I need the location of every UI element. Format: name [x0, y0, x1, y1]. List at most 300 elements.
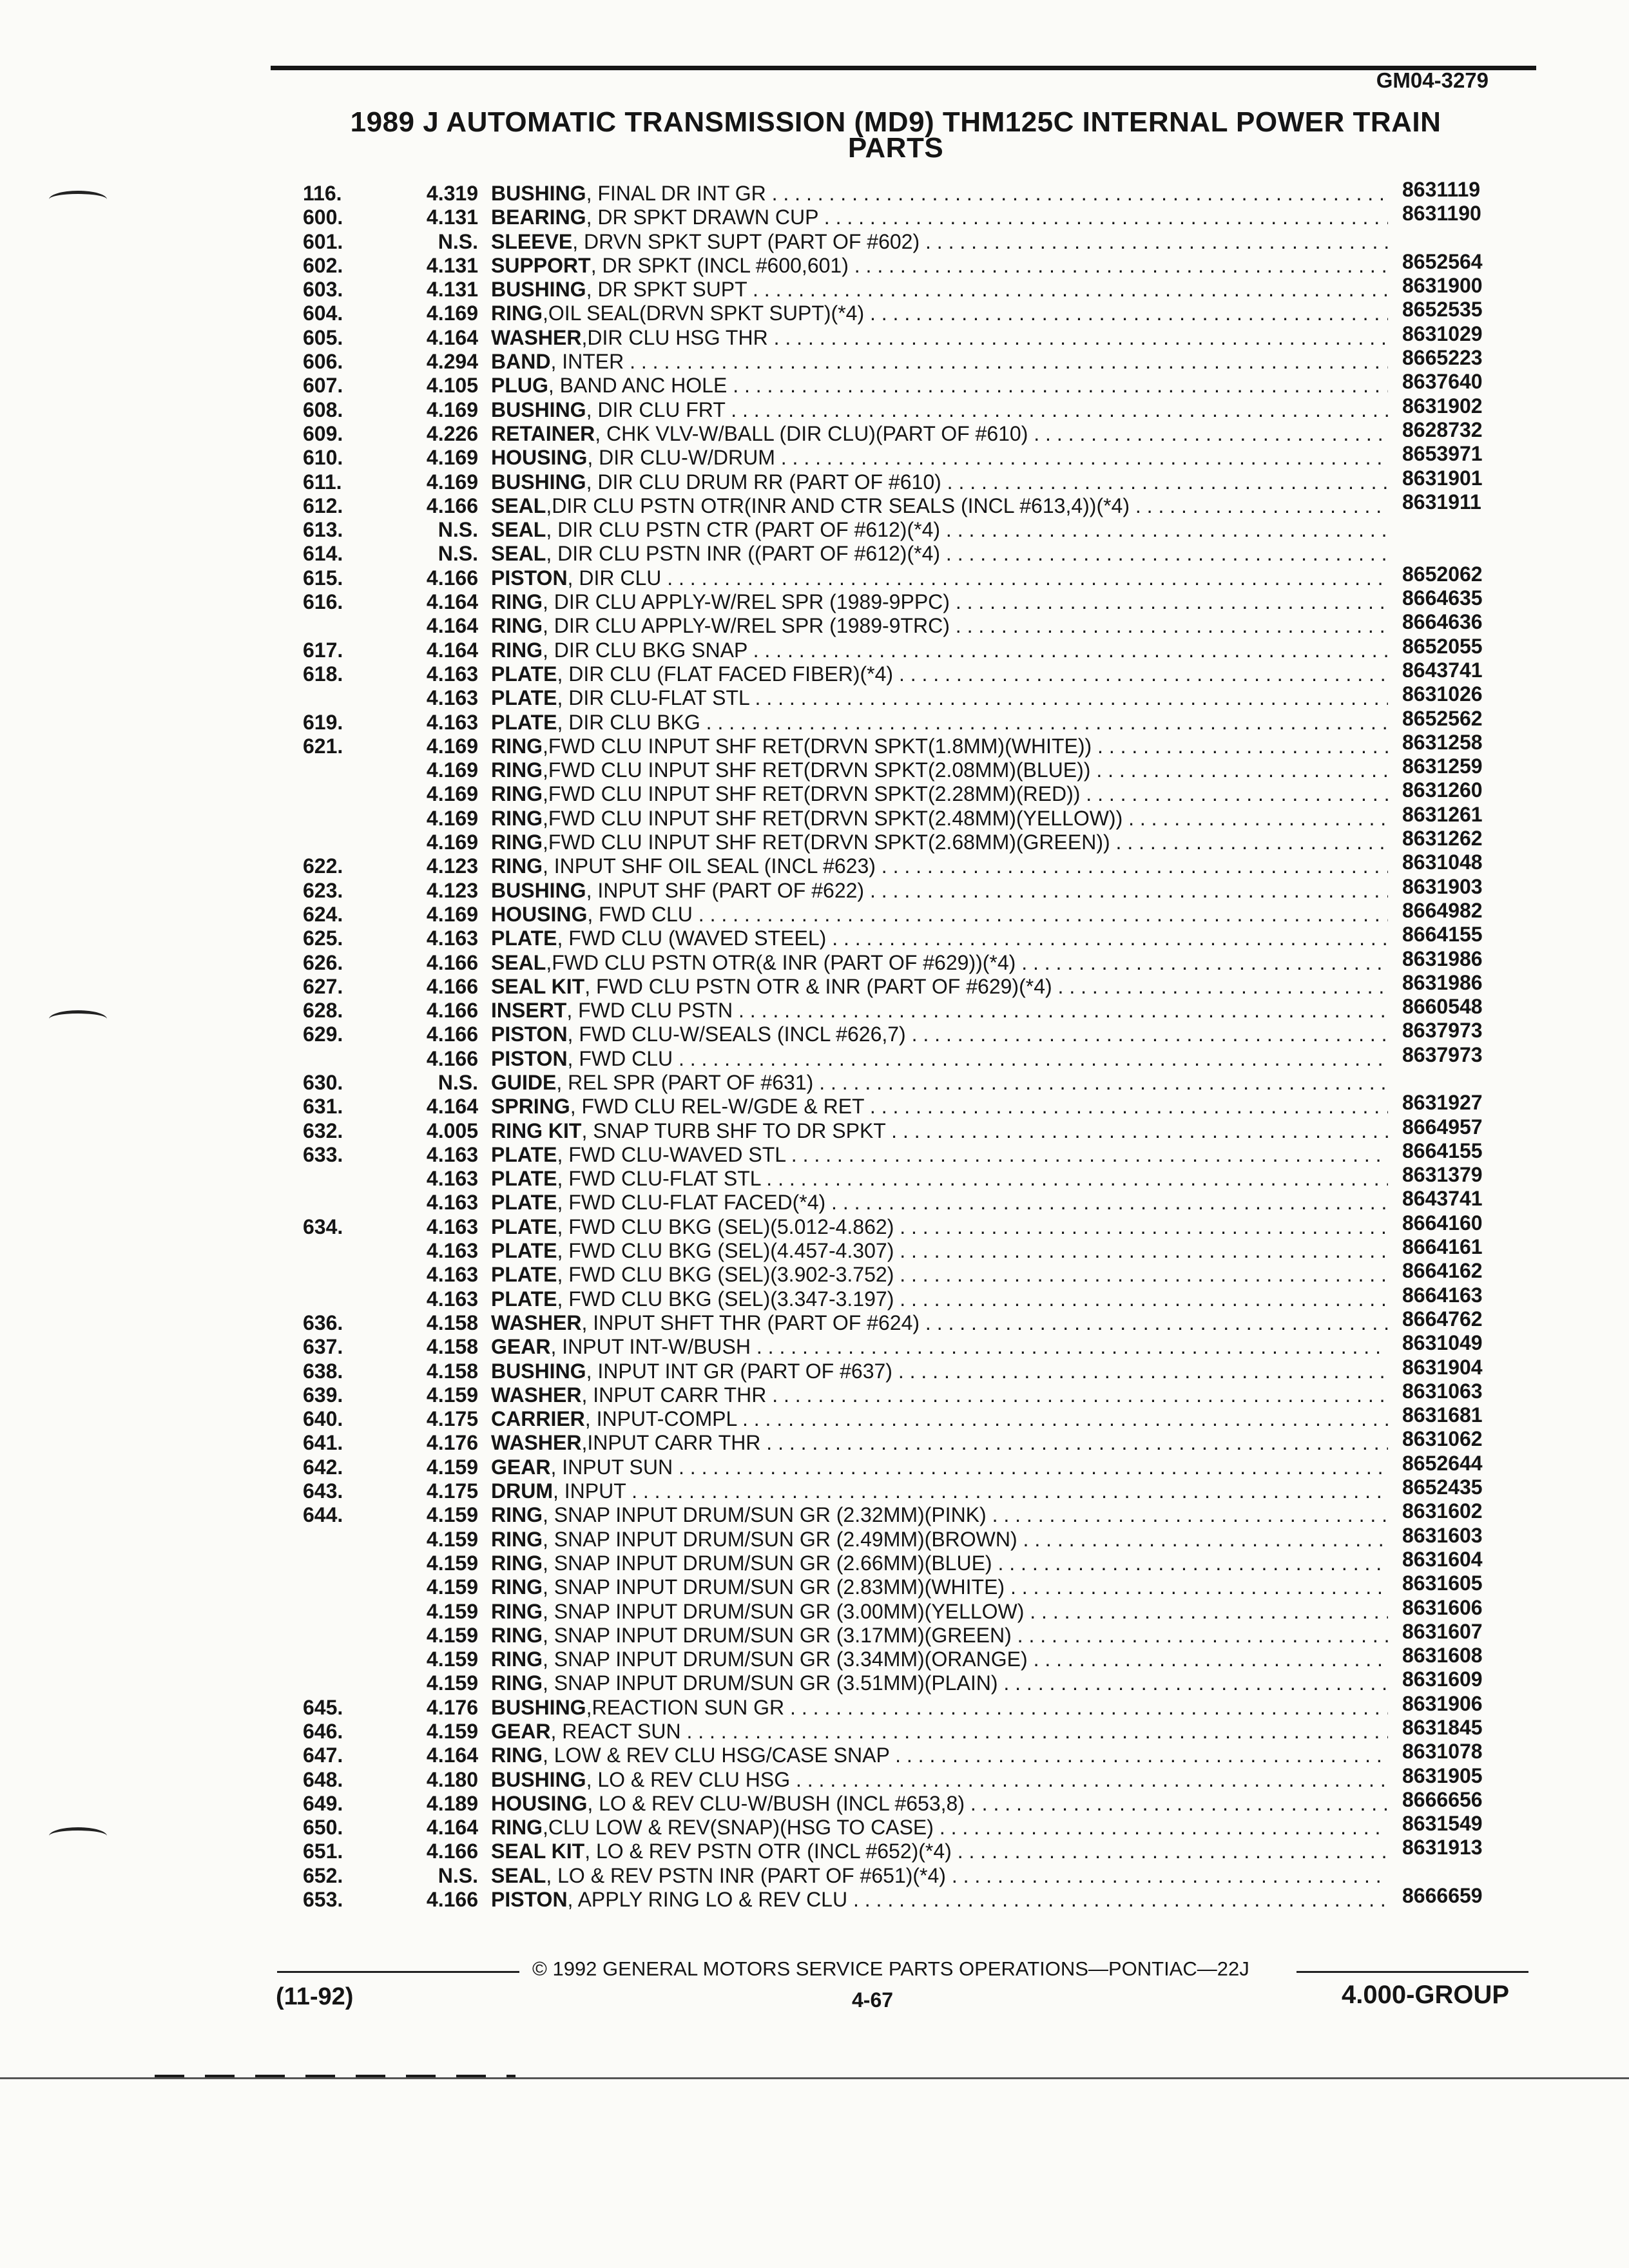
parts-row: [0, 1427, 1629, 1455]
part-description: [491, 1648, 1388, 1671]
reference-number: 634.: [303, 1215, 343, 1238]
part-number: 8652562: [1402, 706, 1483, 730]
part-description: [491, 1383, 1388, 1407]
part-description: [491, 758, 1388, 782]
part-number: 8631078: [1402, 1740, 1483, 1763]
reference-number: 630.: [303, 1070, 343, 1094]
parts-row: [0, 370, 1629, 398]
part-description: [491, 1696, 1388, 1720]
parts-list: [0, 178, 1629, 1912]
group-number: 4.169: [426, 398, 478, 421]
part-description: [491, 398, 1388, 422]
reference-number: 625.: [303, 927, 343, 950]
title-line-2: PARTS: [847, 132, 944, 164]
group-number: 4.164: [426, 1744, 478, 1767]
reference-number: 600.: [303, 206, 343, 229]
parts-row: [0, 1283, 1629, 1311]
group-number: 4.164: [426, 590, 478, 614]
part-detail: , INPUT SUN: [550, 1455, 673, 1479]
part-detail: , DIR CLU BKG SNAP: [543, 638, 747, 662]
group-number: 4.169: [426, 782, 478, 806]
reference-number: 649.: [303, 1791, 343, 1815]
part-number: 8631259: [1402, 754, 1483, 778]
part-name: DRUM: [491, 1479, 553, 1503]
part-number: 8631258: [1402, 730, 1483, 754]
parts-row: [0, 562, 1629, 590]
part-name: HOUSING: [491, 1791, 588, 1815]
part-description: [491, 1575, 1388, 1599]
part-number: 8664155: [1402, 1139, 1483, 1162]
part-description: [491, 1335, 1388, 1359]
part-detail: , DR SPKT DRAWN CUP: [586, 206, 818, 229]
group-number: 4.169: [426, 734, 478, 758]
part-number: 8631606: [1402, 1595, 1483, 1619]
reference-number: 628.: [303, 999, 343, 1023]
part-description: [491, 1503, 1388, 1527]
part-number: 8631261: [1402, 802, 1483, 826]
part-number: 8631901: [1402, 466, 1483, 490]
part-number: 8631605: [1402, 1571, 1483, 1595]
part-name: RING: [491, 1648, 543, 1671]
reference-number: 637.: [303, 1335, 343, 1359]
parts-row: [0, 1763, 1629, 1792]
part-description: [491, 518, 1388, 542]
part-description: [491, 1287, 1388, 1311]
part-number: 8631913: [1402, 1836, 1483, 1860]
part-number: 8664162: [1402, 1259, 1483, 1283]
part-description: [491, 206, 1388, 229]
part-detail: , FWD CLU: [587, 902, 693, 926]
group-number: 4.189: [426, 1791, 478, 1815]
part-name: PLATE: [491, 1142, 557, 1166]
part-name: SUPPORT: [491, 253, 591, 277]
parts-row: [0, 1379, 1629, 1407]
group-number: 4.180: [426, 1767, 478, 1791]
reference-number: 607.: [303, 374, 343, 398]
part-name: RING: [491, 734, 543, 758]
parts-row: [0, 850, 1629, 878]
group-number: 4.294: [426, 350, 478, 374]
part-name: SEAL: [491, 542, 546, 566]
part-number: 8643741: [1402, 658, 1483, 682]
part-description: [491, 999, 1388, 1023]
parts-row: [0, 1547, 1629, 1575]
group-number: 4.166: [426, 950, 478, 974]
part-detail: , DIR CLU (FLAT FACED FIBER)(*4): [557, 662, 894, 686]
parts-row: [0, 466, 1629, 494]
part-detail: ,FWD CLU INPUT SHF RET(DRVN SPKT(2.28MM)(RED)): [543, 782, 1081, 806]
group-number: 4.164: [426, 638, 478, 662]
title-line-1: 1989 J AUTOMATIC TRANSMISSION (MD9) THM125C INTERNAL POWER TRAIN: [350, 106, 1441, 138]
part-name: GEAR: [491, 1720, 551, 1743]
parts-row: [0, 610, 1629, 638]
part-detail: , INTER: [550, 350, 624, 374]
part-description: [491, 735, 1388, 758]
part-detail: , APPLY RING LO & REV CLU: [567, 1888, 848, 1912]
parts-row: [0, 542, 1629, 566]
part-name: RING: [491, 831, 543, 854]
part-description: [491, 1119, 1388, 1143]
part-detail: , FWD CLU-WAVED STL: [557, 1142, 786, 1166]
part-name: BUSHING: [491, 182, 586, 205]
part-number: 8631845: [1402, 1716, 1483, 1739]
part-number: 8631986: [1402, 970, 1483, 994]
parts-row: [0, 1163, 1629, 1191]
part-number: 8652564: [1402, 249, 1483, 273]
group-number: N.S.: [438, 518, 478, 542]
part-description: [491, 230, 1388, 254]
part-number: 8665223: [1402, 346, 1483, 370]
parts-row: [0, 634, 1629, 662]
part-number: 8631607: [1402, 1619, 1483, 1643]
reference-number: 614.: [303, 542, 343, 566]
part-name: RING: [491, 1551, 543, 1575]
parts-row: [0, 1884, 1629, 1912]
part-number: 8664155: [1402, 923, 1483, 947]
group-number: 4.166: [426, 1046, 478, 1070]
part-name: PISTON: [491, 1888, 568, 1912]
part-detail: ,REACTION SUN GR: [586, 1695, 785, 1719]
part-name: RING: [491, 1744, 543, 1767]
part-detail: , FWD CLU: [567, 1046, 673, 1070]
group-number: 4.163: [426, 1215, 478, 1238]
group-number: 4.163: [426, 1239, 478, 1263]
parts-row: [0, 1403, 1629, 1431]
part-detail: , SNAP TURB SHF TO DR SPKT: [581, 1119, 886, 1142]
part-name: RING KIT: [491, 1119, 582, 1142]
part-number: 8664636: [1402, 610, 1483, 634]
parts-row: [0, 1667, 1629, 1695]
parts-row: [0, 1043, 1629, 1071]
reference-number: 650.: [303, 1816, 343, 1840]
reference-number: 632.: [303, 1119, 343, 1142]
part-detail: , DIR CLU BKG: [557, 710, 700, 734]
part-detail: , DIR CLU APPLY-W/REL SPR (1989-9PPC): [543, 590, 950, 614]
part-detail: , FWD CLU-FLAT STL: [557, 1167, 761, 1191]
part-description: [491, 1023, 1388, 1046]
parts-row: [0, 202, 1629, 229]
part-detail: ,CLU LOW & REV(SNAP)(HSG TO CASE): [543, 1816, 934, 1840]
group-number: 4.166: [426, 1840, 478, 1863]
part-number: 8652435: [1402, 1475, 1483, 1499]
part-detail: , INPUT INT GR (PART OF #637): [586, 1359, 892, 1383]
reference-number: 604.: [303, 302, 343, 325]
part-description: [491, 1768, 1388, 1792]
parts-row: [0, 827, 1629, 854]
reference-number: 642.: [303, 1455, 343, 1479]
part-name: RING: [491, 302, 543, 325]
part-description: [491, 1528, 1388, 1552]
date-code: (11-92): [276, 1983, 354, 2010]
part-number: 8666656: [1402, 1787, 1483, 1811]
part-number: 8652644: [1402, 1451, 1483, 1475]
group-number: 4.169: [426, 831, 478, 854]
group-number: 4.166: [426, 566, 478, 590]
group-label: 4.000-GROUP: [1342, 1981, 1510, 2009]
reference-number: 645.: [303, 1695, 343, 1719]
part-description: [491, 662, 1388, 686]
group-number: 4.123: [426, 854, 478, 878]
reference-number: 651.: [303, 1840, 343, 1863]
part-description: [491, 1864, 1388, 1888]
parts-row: [0, 947, 1629, 975]
group-number: 4.123: [426, 878, 478, 902]
group-number: 4.163: [426, 1263, 478, 1287]
part-description: [491, 494, 1388, 518]
group-number: 4.175: [426, 1407, 478, 1431]
part-name: PISTON: [491, 1023, 568, 1046]
part-number: 8664762: [1402, 1307, 1483, 1331]
group-number: 4.176: [426, 1431, 478, 1455]
reference-number: 613.: [303, 518, 343, 542]
reference-number: 652.: [303, 1863, 343, 1887]
parts-row: [0, 586, 1629, 614]
reference-number: 606.: [303, 350, 343, 374]
part-detail: , LO & REV PSTN INR (PART OF #651)(*4): [546, 1863, 946, 1887]
part-description: [491, 711, 1388, 735]
group-number: N.S.: [438, 1863, 478, 1887]
part-number: 8631903: [1402, 874, 1483, 898]
part-name: RING: [491, 758, 543, 782]
part-description: [491, 350, 1388, 374]
part-detail: , CHK VLV-W/BALL (DIR CLU)(PART OF #610): [595, 421, 1028, 445]
group-number: 4.159: [426, 1599, 478, 1623]
part-detail: ,FWD CLU INPUT SHF RET(DRVN SPKT(2.68MM)(GREEN)): [543, 831, 1110, 854]
parts-row: [0, 1644, 1629, 1671]
group-number: N.S.: [438, 542, 478, 566]
group-number: 4.163: [426, 1191, 478, 1215]
part-detail: , FWD CLU REL-W/GDE & RET: [570, 1095, 865, 1119]
group-number: 4.163: [426, 1287, 478, 1311]
part-name: RING: [491, 614, 543, 638]
parts-row: [0, 322, 1629, 350]
part-description: [491, 782, 1388, 806]
part-detail: , DIR CLU FRT: [586, 398, 726, 421]
page-title: [284, 106, 1508, 164]
parts-row: [0, 1571, 1629, 1599]
part-name: RING: [491, 590, 543, 614]
part-number: 8631986: [1402, 947, 1483, 970]
parts-row: [0, 1139, 1629, 1167]
part-number: 8631260: [1402, 778, 1483, 802]
part-description: [491, 854, 1388, 878]
part-description: [491, 1792, 1388, 1816]
part-description: [491, 1840, 1388, 1863]
parts-row: [0, 1716, 1629, 1744]
part-detail: ,FWD CLU INPUT SHF RET(DRVN SPKT(2.48MM)(YELLOW)): [543, 806, 1123, 830]
parts-row: [0, 1091, 1629, 1119]
part-detail: , FWD CLU BKG (SEL)(3.347-3.197): [557, 1287, 894, 1311]
part-number: 8664982: [1402, 898, 1483, 922]
part-description: [491, 927, 1388, 950]
part-name: PLATE: [491, 710, 557, 734]
part-number: 8637973: [1402, 1019, 1483, 1043]
part-description: [491, 1239, 1388, 1263]
reference-number: 640.: [303, 1407, 343, 1431]
parts-row: [0, 898, 1629, 927]
part-name: PLUG: [491, 374, 548, 398]
group-number: 4.164: [426, 1095, 478, 1119]
parts-row: [0, 249, 1629, 278]
group-number: 4.164: [426, 1816, 478, 1840]
part-number: 8631063: [1402, 1379, 1483, 1403]
part-description: [491, 614, 1388, 638]
part-name: BEARING: [491, 206, 586, 229]
parts-row: [0, 442, 1629, 470]
top-rule: [271, 66, 1536, 70]
parts-row: [0, 1864, 1629, 1888]
part-name: SEAL: [491, 518, 546, 542]
group-number: 4.163: [426, 710, 478, 734]
part-name: PLATE: [491, 927, 557, 950]
group-number: 4.158: [426, 1335, 478, 1359]
part-name: BUSHING: [491, 1359, 586, 1383]
part-description: [491, 590, 1388, 614]
part-detail: ,INPUT CARR THR: [581, 1431, 761, 1455]
parts-row: [0, 1740, 1629, 1767]
group-number: 4.158: [426, 1359, 478, 1383]
reference-number: 602.: [303, 253, 343, 277]
part-detail: , FWD CLU BKG (SEL)(5.012-4.862): [557, 1215, 894, 1238]
part-number: 8631911: [1402, 490, 1481, 514]
part-description: [491, 975, 1388, 999]
parts-row: [0, 1071, 1629, 1095]
group-number: 4.319: [426, 182, 478, 205]
reference-number: 617.: [303, 638, 343, 662]
parts-row: [0, 418, 1629, 446]
parts-row: [0, 1019, 1629, 1046]
part-description: [491, 1816, 1388, 1840]
part-description: [491, 1624, 1388, 1648]
part-number: 8664161: [1402, 1235, 1483, 1259]
part-description: [491, 1888, 1388, 1912]
group-number: 4.166: [426, 1023, 478, 1046]
parts-row: [0, 1355, 1629, 1383]
part-description: [491, 1143, 1388, 1167]
parts-row: [0, 1307, 1629, 1335]
parts-row: [0, 874, 1629, 903]
bottom-rule: [0, 2077, 1629, 2079]
parts-row: [0, 1115, 1629, 1143]
group-number: 4.159: [426, 1503, 478, 1527]
part-detail: , DIR CLU DRUM RR (PART OF #610): [586, 470, 941, 494]
part-description: [491, 1431, 1388, 1455]
part-description: [491, 1215, 1388, 1239]
reference-number: 622.: [303, 854, 343, 878]
part-name: WASHER: [491, 1311, 582, 1334]
parts-row: [0, 1451, 1629, 1479]
part-description: [491, 1407, 1388, 1431]
part-detail: , FWD CLU (WAVED STEEL): [557, 927, 827, 950]
group-number: 4.131: [426, 253, 478, 277]
reference-number: 629.: [303, 1023, 343, 1046]
parts-row: [0, 730, 1629, 758]
part-description: [491, 1360, 1388, 1383]
part-number: 8631604: [1402, 1547, 1483, 1571]
part-detail: , FWD CLU-FLAT FACED(*4): [557, 1191, 826, 1215]
part-number: 8631902: [1402, 394, 1483, 418]
reference-number: 605.: [303, 325, 343, 349]
reference-number: 610.: [303, 446, 343, 470]
reference-number: 633.: [303, 1142, 343, 1166]
parts-row: [0, 518, 1629, 542]
document-id: GM04-3279: [1376, 68, 1489, 92]
parts-row: [0, 1836, 1629, 1863]
part-detail: , DIR CLU PSTN CTR (PART OF #612)(*4): [546, 518, 941, 542]
group-number: 4.169: [426, 902, 478, 926]
reference-number: 648.: [303, 1767, 343, 1791]
parts-row: [0, 1787, 1629, 1816]
part-name: BUSHING: [491, 278, 586, 302]
part-detail: , INPUT INT-W/BUSH: [550, 1335, 751, 1359]
part-name: RING: [491, 638, 543, 662]
part-number: 8631062: [1402, 1427, 1483, 1451]
part-detail: , SNAP INPUT DRUM/SUN GR (2.66MM)(BLUE): [543, 1551, 992, 1575]
group-number: 4.163: [426, 662, 478, 686]
part-description: [491, 302, 1388, 325]
group-number: N.S.: [438, 1070, 478, 1094]
reference-number: 643.: [303, 1479, 343, 1503]
part-number: 8631603: [1402, 1523, 1483, 1547]
part-description: [491, 1671, 1388, 1695]
reference-number: 647.: [303, 1744, 343, 1767]
part-name: PLATE: [491, 1287, 557, 1311]
part-detail: ,FWD CLU PSTN OTR(& INR (PART OF #629))(*4): [546, 950, 1016, 974]
part-description: [491, 1552, 1388, 1575]
group-number: 4.163: [426, 686, 478, 710]
part-detail: , BAND ANC HOLE: [548, 374, 728, 398]
part-description: [491, 1311, 1388, 1335]
part-name: RING: [491, 782, 543, 806]
part-description: [491, 1744, 1388, 1767]
parts-row: [0, 1523, 1629, 1552]
part-name: INSERT: [491, 999, 567, 1023]
part-detail: , FWD CLU-W/SEALS (INCL #626,7): [567, 1023, 906, 1046]
part-number: 8631681: [1402, 1403, 1483, 1427]
part-description: [491, 566, 1388, 590]
part-number: 8631927: [1402, 1091, 1483, 1115]
part-number: 8628732: [1402, 418, 1483, 441]
part-detail: ,DIR CLU PSTN OTR(INR AND CTR SEALS (INCL #613,4))(*4): [546, 494, 1130, 517]
group-number: 4.158: [426, 1311, 478, 1334]
part-description: [491, 1167, 1388, 1191]
part-description: [491, 807, 1388, 831]
part-name: PLATE: [491, 662, 557, 686]
parts-row: [0, 1812, 1629, 1840]
parts-row: [0, 778, 1629, 806]
part-detail: , SNAP INPUT DRUM/SUN GR (3.17MM)(GREEN): [543, 1623, 1012, 1647]
part-number: 8631029: [1402, 322, 1483, 345]
part-detail: , DIR CLU APPLY-W/REL SPR (1989-9TRC): [543, 614, 950, 638]
part-name: PLATE: [491, 1263, 557, 1287]
reference-number: 627.: [303, 974, 343, 998]
part-name: PLATE: [491, 686, 557, 710]
part-detail: , REACT SUN: [550, 1720, 681, 1743]
part-detail: ,FWD CLU INPUT SHF RET(DRVN SPKT(2.08MM)(BLUE)): [543, 758, 1091, 782]
part-name: WASHER: [491, 1383, 582, 1407]
group-number: 4.131: [426, 278, 478, 302]
part-number: 8631026: [1402, 682, 1483, 706]
part-description: [491, 1479, 1388, 1503]
part-number: 8664635: [1402, 586, 1483, 610]
part-name: GUIDE: [491, 1070, 557, 1094]
part-number: 8631900: [1402, 274, 1483, 298]
part-number: 8660548: [1402, 995, 1483, 1019]
part-description: [491, 1191, 1388, 1215]
reference-number: 615.: [303, 566, 343, 590]
part-name: RING: [491, 806, 543, 830]
part-name: RING: [491, 1503, 543, 1527]
